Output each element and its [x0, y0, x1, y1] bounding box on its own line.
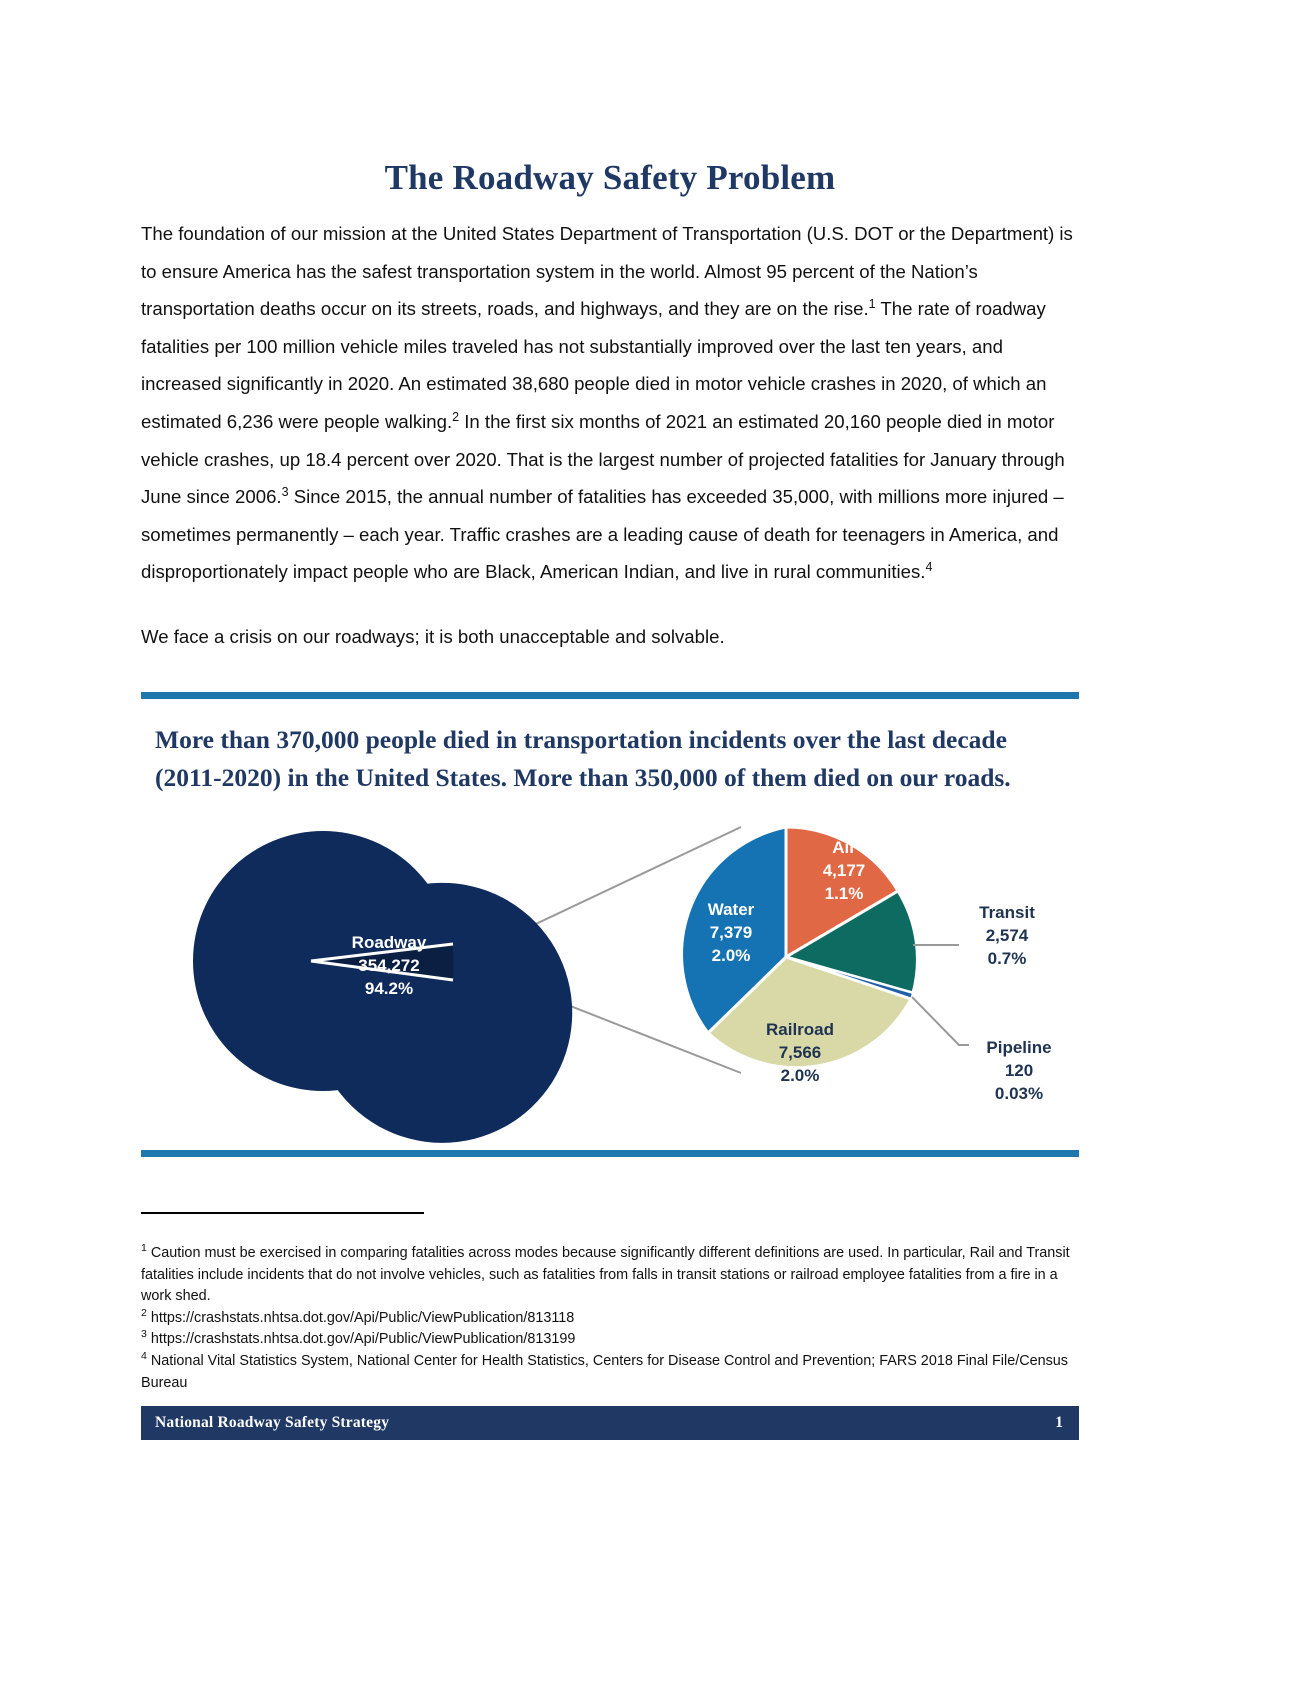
page-title: The Roadway Safety Problem: [384, 158, 836, 197]
footer-document-title: National Roadway Safety Strategy: [155, 1414, 390, 1431]
footnote-ref-1[interactable]: 1: [868, 297, 876, 311]
primary-pie: [193, 831, 572, 1143]
secondary-label-transit-name: Transit: [979, 902, 1035, 922]
primary-label-roadway-value: 354,272: [358, 955, 420, 975]
secondary-label-transit-value: 2,574: [985, 925, 1029, 945]
paragraph-run: The foundation of our mission at the United States Department of Transportation (U.S. DOT or the Department) is to ensure America has the safest transportation system in the world. Almost 95 percent of the Nation’s transportation deaths occur on its streets, roads, and highways, and they are on the rise.: [141, 223, 1073, 320]
secondary-label-pipeline-value: 120: [1004, 1060, 1034, 1080]
secondary-label-water-name: Water: [707, 899, 755, 919]
page-content: [141, 0, 1079, 1157]
footnote-text: Caution must be exercised in comparing fatalities across modes because significantly different definitions are used. In particular, Rail and Transit fatalities include incidents that do not involve vehicles, such as fatalities from falls in transit stations or railroad employee fatalities from a fire in a work shed.: [141, 1245, 1070, 1305]
footnote-marker: 3: [141, 1328, 147, 1341]
primary-label-roadway-percent: 94.2%: [364, 978, 414, 998]
figure-title-line-1: More than 370,000 people died in transportation incidents over the last decade: [155, 724, 1007, 754]
footnote-text: https://crashstats.nhtsa.dot.gov/Api/Public/ViewPublication/813118: [146, 1309, 575, 1326]
secondary-label-railroad-name: Railroad: [765, 1019, 835, 1039]
footnote-text: National Vital Statistics System, National Center for Health Statistics, Centers for Disease Control and Prevention; FARS 2018 Final File/Census Bureau: [141, 1352, 1068, 1391]
secondary-label-air-name: Air: [832, 837, 856, 857]
secondary-label-railroad-percent: 2.0%: [780, 1065, 820, 1085]
figure-top-rule: [141, 692, 1079, 699]
footnote-marker: 1: [141, 1242, 147, 1255]
secondary-label-railroad-value: 7,566: [778, 1042, 822, 1062]
figure-transportation-fatalities: [141, 692, 1079, 1157]
footnote-item: [141, 1308, 1079, 1330]
footnote-separator: [141, 1212, 424, 1214]
paragraph-run: In the first six months of 2021 an estimated 20,160 people died in motor vehicle crashes, up 18.4 percent over 2020. That is the largest number of projected fatalities for January through June since 2006.: [141, 410, 1065, 508]
secondary-label-water-percent: 2.0%: [711, 945, 751, 965]
pie-of-pie-chart: [141, 805, 1079, 1150]
paragraph-run: The rate of roadway fatalities per 100 million vehicle miles traveled has not substantially improved over the last ten years, and increased significantly in 2020. An estimated 38,680 people died in motor vehicle crashes in 2020, of which an estimated 6,236 were people walking.: [141, 298, 1047, 432]
secondary-label-transit-percent: 0.7%: [987, 948, 1027, 968]
secondary-label-pipeline-percent: 0.03%: [994, 1083, 1044, 1103]
secondary-label-water-value: 7,379: [709, 922, 753, 942]
pipeline-leader-line: [912, 997, 969, 1045]
footnote-ref-2[interactable]: 2: [452, 409, 460, 424]
footnote-ref-3[interactable]: 3: [281, 484, 289, 499]
figure-title: [141, 699, 1079, 805]
figure-title-line-2: (2011-2020) in the United States. More than 350,000 of them died on our roads.: [155, 762, 1011, 792]
paragraph-intro: [141, 198, 1079, 591]
footnotes-section: [141, 1212, 1079, 1394]
footnote-item: [141, 1329, 1079, 1351]
footer-page-number: 1: [1055, 1414, 1063, 1431]
paragraph-crisis: [141, 591, 1079, 656]
page-footer: [141, 1406, 1079, 1440]
pie-chart-svg: [141, 805, 1079, 1150]
footnote-item: [141, 1351, 1079, 1394]
paragraph-run: We face a crisis on our roadways; it is both unacceptable and solvable.: [141, 625, 725, 647]
footnote-text: https://crashstats.nhtsa.dot.gov/Api/Public/ViewPublication/813199: [146, 1331, 576, 1348]
primary-label-roadway-name: Roadway: [351, 932, 427, 952]
footnote-marker: 4: [141, 1350, 147, 1363]
figure-bottom-rule: [141, 1150, 1079, 1157]
footnote-item: [141, 1243, 1079, 1308]
paragraph-run: Since 2015, the annual number of fatalities has exceeded 35,000, with millions more injured – sometimes permanently – each year. Traffic crashes are a leading cause of death for teenagers in America, and disproportionately impact people who are Black, American Indian, and live in rural communities.: [141, 486, 1064, 583]
footnote-list: [141, 1243, 1079, 1394]
secondary-pie: [682, 827, 1052, 1103]
secondary-label-air-value: 4,177: [822, 860, 866, 880]
secondary-label-pipeline-name: Pipeline: [986, 1037, 1052, 1057]
secondary-label-air-percent: 1.1%: [824, 883, 864, 903]
footnote-marker: 2: [141, 1306, 147, 1319]
footnote-ref-4[interactable]: 4: [925, 560, 933, 575]
